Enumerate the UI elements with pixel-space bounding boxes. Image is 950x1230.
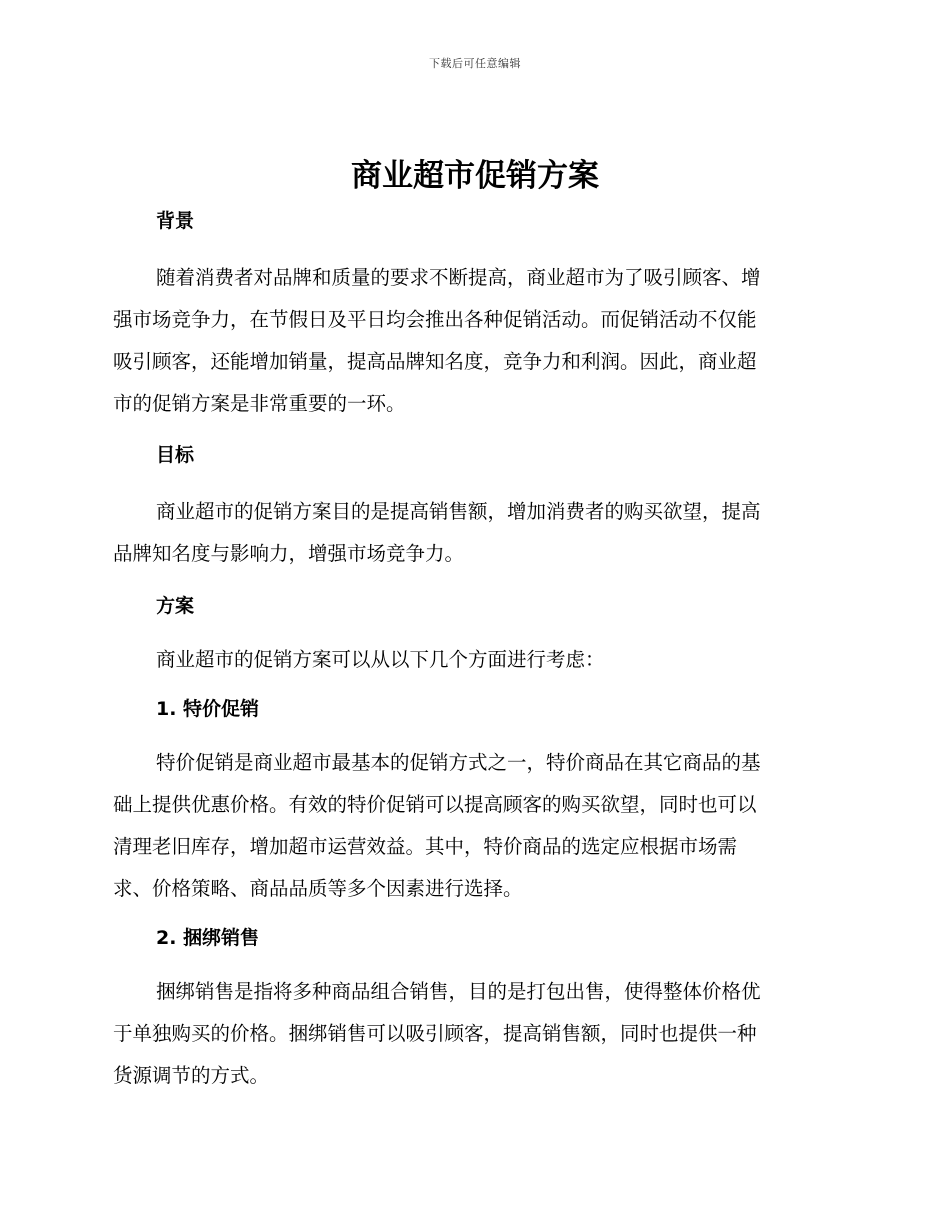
paragraph-line: 商业超市的促销方案目的是提高销售额，增加消费者的购买欲望，提高: [156, 500, 761, 523]
paragraph-line: 捆绑销售是指将多种商品组合销售，目的是打包出售，使得整体价格优: [156, 980, 761, 1003]
paragraph-line: 品牌知名度与影响力，增强市场竞争力。: [113, 542, 465, 565]
section-heading-background: 背景: [156, 210, 195, 232]
section-heading-special-price: 1. 特价促销: [156, 698, 260, 720]
paragraph-line: 货源调节的方式。: [113, 1064, 270, 1087]
paragraph-line: 于单独购买的价格。捆绑销售可以吸引顾客，提高销售额，同时也提供一种: [113, 1022, 757, 1045]
paragraph-bundle: [113, 971, 830, 1097]
paragraph-goal: [113, 491, 830, 575]
paragraph-line: 特价促销是商业超市最基本的促销方式之一，特价商品在其它商品的基: [156, 751, 761, 774]
document-title: 商业超市促销方案: [351, 158, 599, 194]
paragraph-line: 市的促销方案是非常重要的一环。: [113, 392, 406, 415]
paragraph-line: 商业超市的促销方案可以从以下几个方面进行考虑：: [156, 648, 605, 671]
paragraph-plan: [113, 639, 830, 681]
paragraph-line: 随着消费者对品牌和质量的要求不断提高，商业超市为了吸引顾客、增: [156, 266, 761, 289]
paragraph-background: [113, 257, 830, 425]
paragraph-special-price: [113, 742, 830, 910]
section-heading-plan: 方案: [156, 595, 195, 617]
header-note: 下载后可任意编辑: [429, 57, 521, 70]
paragraph-line: 吸引顾客，还能增加销量，提高品牌知名度，竞争力和利润。因此，商业超: [113, 350, 757, 373]
paragraph-line: 清理老旧库存，增加超市运营效益。其中，特价商品的选定应根据市场需: [113, 835, 738, 858]
paragraph-line: 强市场竞争力，在节假日及平日均会推出各种促销活动。而促销活动不仅能: [113, 308, 757, 331]
paragraph-line: 础上提供优惠价格。有效的特价促销可以提高顾客的购买欲望，同时也可以: [113, 793, 757, 816]
section-heading-goal: 目标: [156, 444, 195, 466]
paragraph-line: 求、价格策略、商品品质等多个因素进行选择。: [113, 877, 523, 900]
document-body: [113, 206, 830, 1097]
section-heading-bundle: 2. 捆绑销售: [156, 927, 260, 949]
